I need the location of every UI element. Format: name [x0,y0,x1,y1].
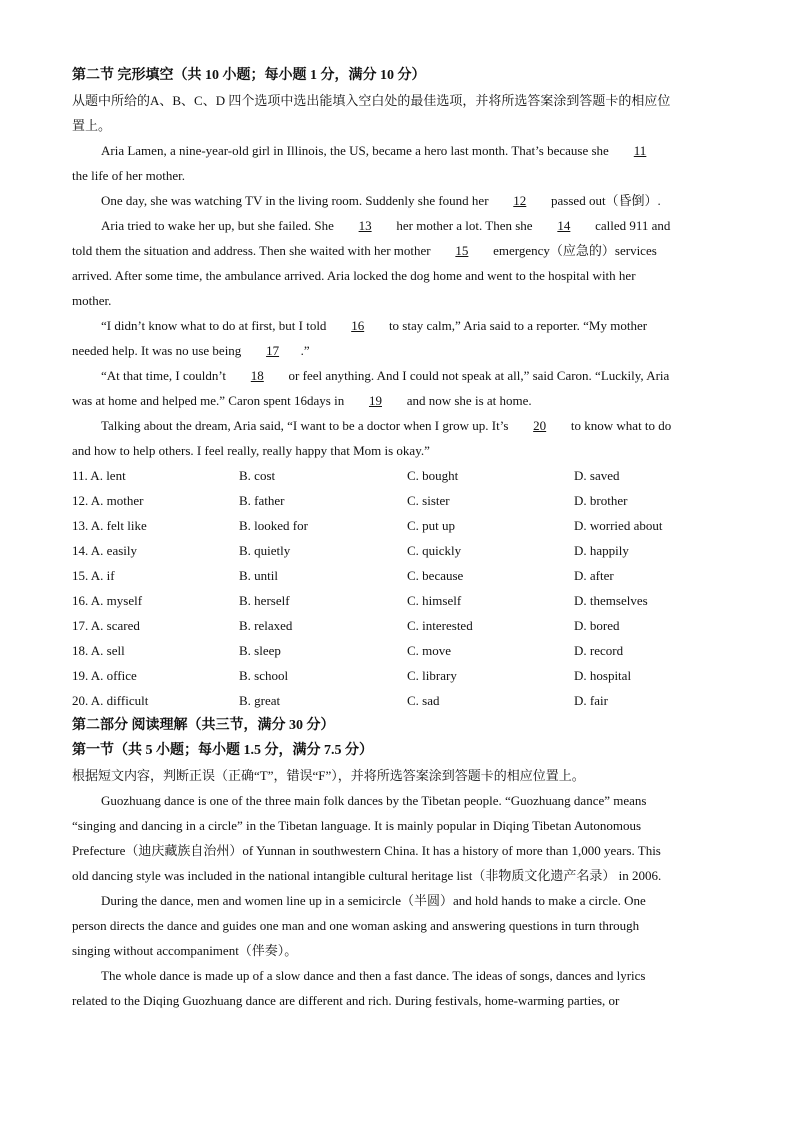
option-a: 11. A. lent [72,468,126,483]
blank-12: 12 [513,193,527,208]
option-d: D. saved [574,468,620,483]
option-c: C. quickly [407,543,462,558]
passage-line: One day, she was watching TV in the living room. Suddenly she found her 12 passed out（昏倒）. [72,188,724,213]
blank-20: 20 [533,418,547,433]
option-row [72,488,724,513]
reading-line: person directs the dance and guides one man and one woman asking and answering questions in turn through [72,918,640,933]
option-c: C. himself [407,593,462,608]
option-a: 15. A. if [72,568,115,583]
option-row [72,663,724,688]
option-c: C. put up [407,518,456,533]
reading-line: “singing and dancing in a circle” in the Tibetan language. It is mainly popular in Diqing Tibetan Autonomous [72,818,642,833]
option-b: B. until [239,568,279,583]
option-a: 16. A. myself [72,593,143,608]
option-d: D. themselves [574,593,648,608]
blank-16: 16 [351,318,365,333]
reading-line: related to the Diqing Guozhuang dance are different and rich. During festivals, home-warming parties, or [72,993,620,1008]
option-b: B. school [239,668,289,683]
option-d: D. after [574,568,614,583]
blank-19: 19 [368,393,382,408]
section-instruction: 根据短文内容，判断正误（正确“T”，错误“F”），并将所选答案涂到答题卡的相应位置上。 [72,768,585,783]
passage-line: the life of her mother. [72,168,185,183]
option-c: C. sister [407,493,450,508]
option-c: C. because [407,568,464,583]
option-d: D. worried about [574,518,663,533]
part-title: 第二部分 阅读理解（共三节，满分 30 分） [72,718,335,733]
passage-line: and how to help others. I feel really, really happy that Mom is okay.” [72,443,430,458]
reading-line: singing without accompaniment（伴奏）。 [72,943,298,958]
option-c: C. interested [407,618,473,633]
option-row [72,563,724,588]
blank-13: 13 [358,218,372,233]
reading-line: During the dance, men and women line up in a semicircle（半圆）and hold hands to make a circle. One [101,893,646,908]
option-d: D. hospital [574,668,632,683]
passage-line: Aria Lamen, a nine-year-old girl in Illinois, the US, became a hero last month. That’s because she 11 [72,138,724,163]
option-b: B. looked for [239,518,308,533]
passage-line: “I didn’t know what to do at first, but I told 16 to stay calm,” Aria said to a reporter. “My mother [72,313,724,338]
passage-line: Aria tried to wake her up, but she failed. She 13 her mother a lot. Then she 14 called 911 and [72,213,724,238]
option-row [72,688,724,713]
passage-line: “At that time, I couldn’t 18 or feel anything. And I could not speak at all,” said Caron. “Luckily, Aria [72,363,724,388]
blank-15: 15 [455,243,469,258]
option-row [72,513,724,538]
option-a: 18. A. sell [72,643,125,658]
option-b: B. father [239,493,285,508]
option-a: 20. A. difficult [72,693,149,708]
section-instruction: 从题中所给的A、B、C、D 四个选项中选出能填入空白处的最佳选项，并将所选答案涂到答题卡的相应位 [72,93,671,108]
option-d: D. brother [574,493,628,508]
passage-line: arrived. After some time, the ambulance arrived. Aria locked the dog home and went to the hospital with her [72,268,636,283]
reading-line: Guozhuang dance is one of the three main folk dances by the Tibetan people. “Guozhuang dance” means [101,793,647,808]
blank-14: 14 [557,218,571,233]
passage-line: Talking about the dream, Aria said, “I want to be a doctor when I grow up. It’s 20 to know what to do [72,413,724,438]
section-title: 第一节（共 5 小题；每小题 1.5 分，满分 7.5 分） [72,743,373,758]
section-instruction-cont: 置上。 [72,118,112,133]
option-b: B. great [239,693,281,708]
passage-line: mother. [72,293,112,308]
option-a: 12. A. mother [72,493,144,508]
reading-line: Prefecture（迪庆藏族自治州）of Yunnan in southwestern China. It has a history of more than 1,000 years. This [72,843,661,858]
option-d: D. happily [574,543,629,558]
blank-11: 11 [633,143,647,158]
passage-line: was at home and helped me.” Caron spent 16days in 19 and now she is at home. [72,388,724,413]
option-b: B. herself [239,593,290,608]
option-a: 13. A. felt like [72,518,147,533]
option-b: B. cost [239,468,276,483]
option-c: C. bought [407,468,459,483]
section-title: 第二节 完形填空（共 10 小题；每小题 1 分，满分 10 分） [72,68,426,83]
option-d: D. record [574,643,624,658]
option-b: B. sleep [239,643,281,658]
reading-line: The whole dance is made up of a slow dance and then a fast dance. The ideas of songs, dances and lyrics [101,968,646,983]
option-d: D. fair [574,693,608,708]
option-c: C. move [407,643,452,658]
option-c: C. sad [407,693,440,708]
option-row [72,588,724,613]
option-row [72,538,724,563]
option-a: 14. A. easily [72,543,137,558]
option-d: D. bored [574,618,620,633]
blank-17: 17 [266,343,280,358]
options-list [72,463,724,713]
option-b: B. relaxed [239,618,293,633]
option-row [72,638,724,663]
passage-line: needed help. It was no use being 17 .” [72,338,724,363]
passage-line: told them the situation and address. Then she waited with her mother 15 emergency（应急的）services [72,238,724,263]
option-c: C. library [407,668,457,683]
blank-18: 18 [250,368,264,383]
option-row [72,463,724,488]
option-a: 19. A. office [72,668,137,683]
exam-page [72,63,724,1013]
option-row [72,613,724,638]
option-a: 17. A. scared [72,618,140,633]
reading-line: old dancing style was included in the national intangible cultural heritage list（非物质文化遗产名录） in 2006. [72,868,662,883]
option-b: B. quietly [239,543,291,558]
